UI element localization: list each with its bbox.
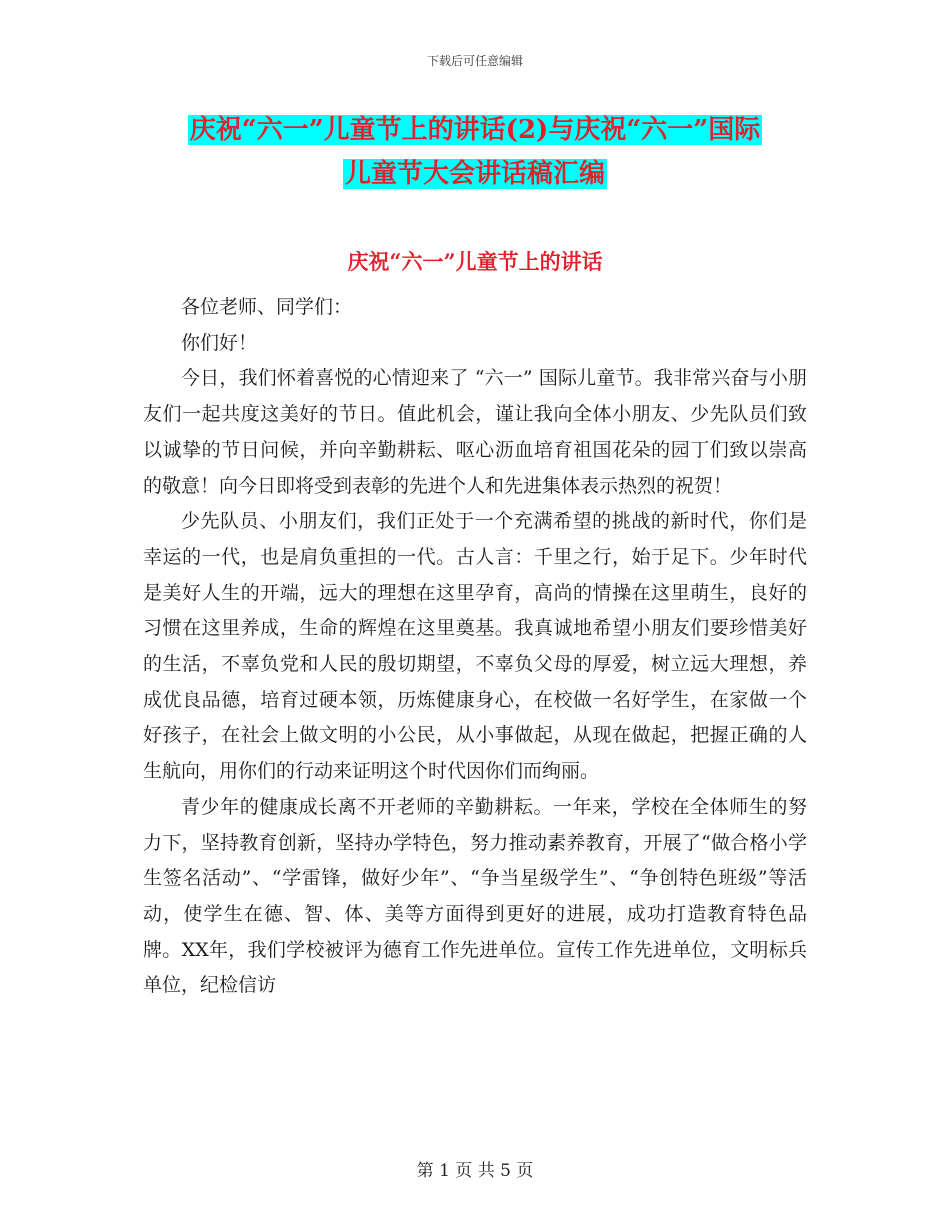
paragraph: 少先队员、小朋友们，我们正处于一个充满希望的挑战的新时代，你们是幸运的一代，也是肩负重担的一代。古人言：千里之行，始于足下。少年时代是美好人生的开端，远大的理想在这里孕育，高尚的情操在这里萌生，良好的习惯在这里养成，生命的辉煌在这里奠基。我真诚地希望小朋友们要珍惜美好的生活，不辜负党和人民的殷切期望，不辜负父母的厚爱，树立远大理想，养成优良品德，培育过硬本领，历炼健康身心，在校做一名好学生，在家做一个好孩子，在社会上做文明的小公民，从小事做起，从现在做起，把握正确的人生航向，用你们的行动来证明这个时代因你们而绚丽。 [143, 510, 807, 783]
paragraph-salutation: 各位老师、同学们： [181, 296, 353, 318]
page-number-footer: 第 1 页 共 5 页 [416, 1161, 534, 1181]
document-body [143, 290, 807, 1004]
section-title: 庆祝“六一”儿童节上的讲话 [347, 249, 603, 274]
paragraph-greeting: 你们好！ [181, 331, 258, 354]
document-title-line-2: 儿童节大会讲话稿汇编 [344, 159, 605, 189]
page-header-note: 下载后可任意编辑 [426, 54, 523, 68]
paragraph: 青少年的健康成长离不开老师的辛勤耕耘。一年来，学校在全体师生的努力下，坚持教育创新，坚持办学特色，努力推动素养教育，开展了“做合格小学生签名活动”、“学雷锋，做好少年”、“争当星级学生”、“争创特色班级”等活动，使学生在德、智、体、美等方面得到更好的进展，成功打造教育特色品牌。XX年，我们学校被评为德育工作先进单位。宣传工作先进单位，文明标兵单位，纪检信访 [143, 795, 807, 997]
paragraph: 今日，我们怀着喜悦的心情迎来了 “六一” 国际儿童节。我非常兴奋与小朋友们一起共度这美好的节日。值此机会，谨让我向全体小朋友、少先队员们致以诚挚的节日问候，并向辛勤耕耘、呕心沥血培育祖国花朵的园丁们致以崇高的敬意！向今日即将受到表彰的先进个人和先进集体表示热烈的祝贺！ [143, 367, 807, 497]
document-title-line-1: 庆祝“六一”儿童节上的讲话(2)与庆祝“六一”国际 [189, 115, 761, 145]
document-title [0, 108, 950, 196]
